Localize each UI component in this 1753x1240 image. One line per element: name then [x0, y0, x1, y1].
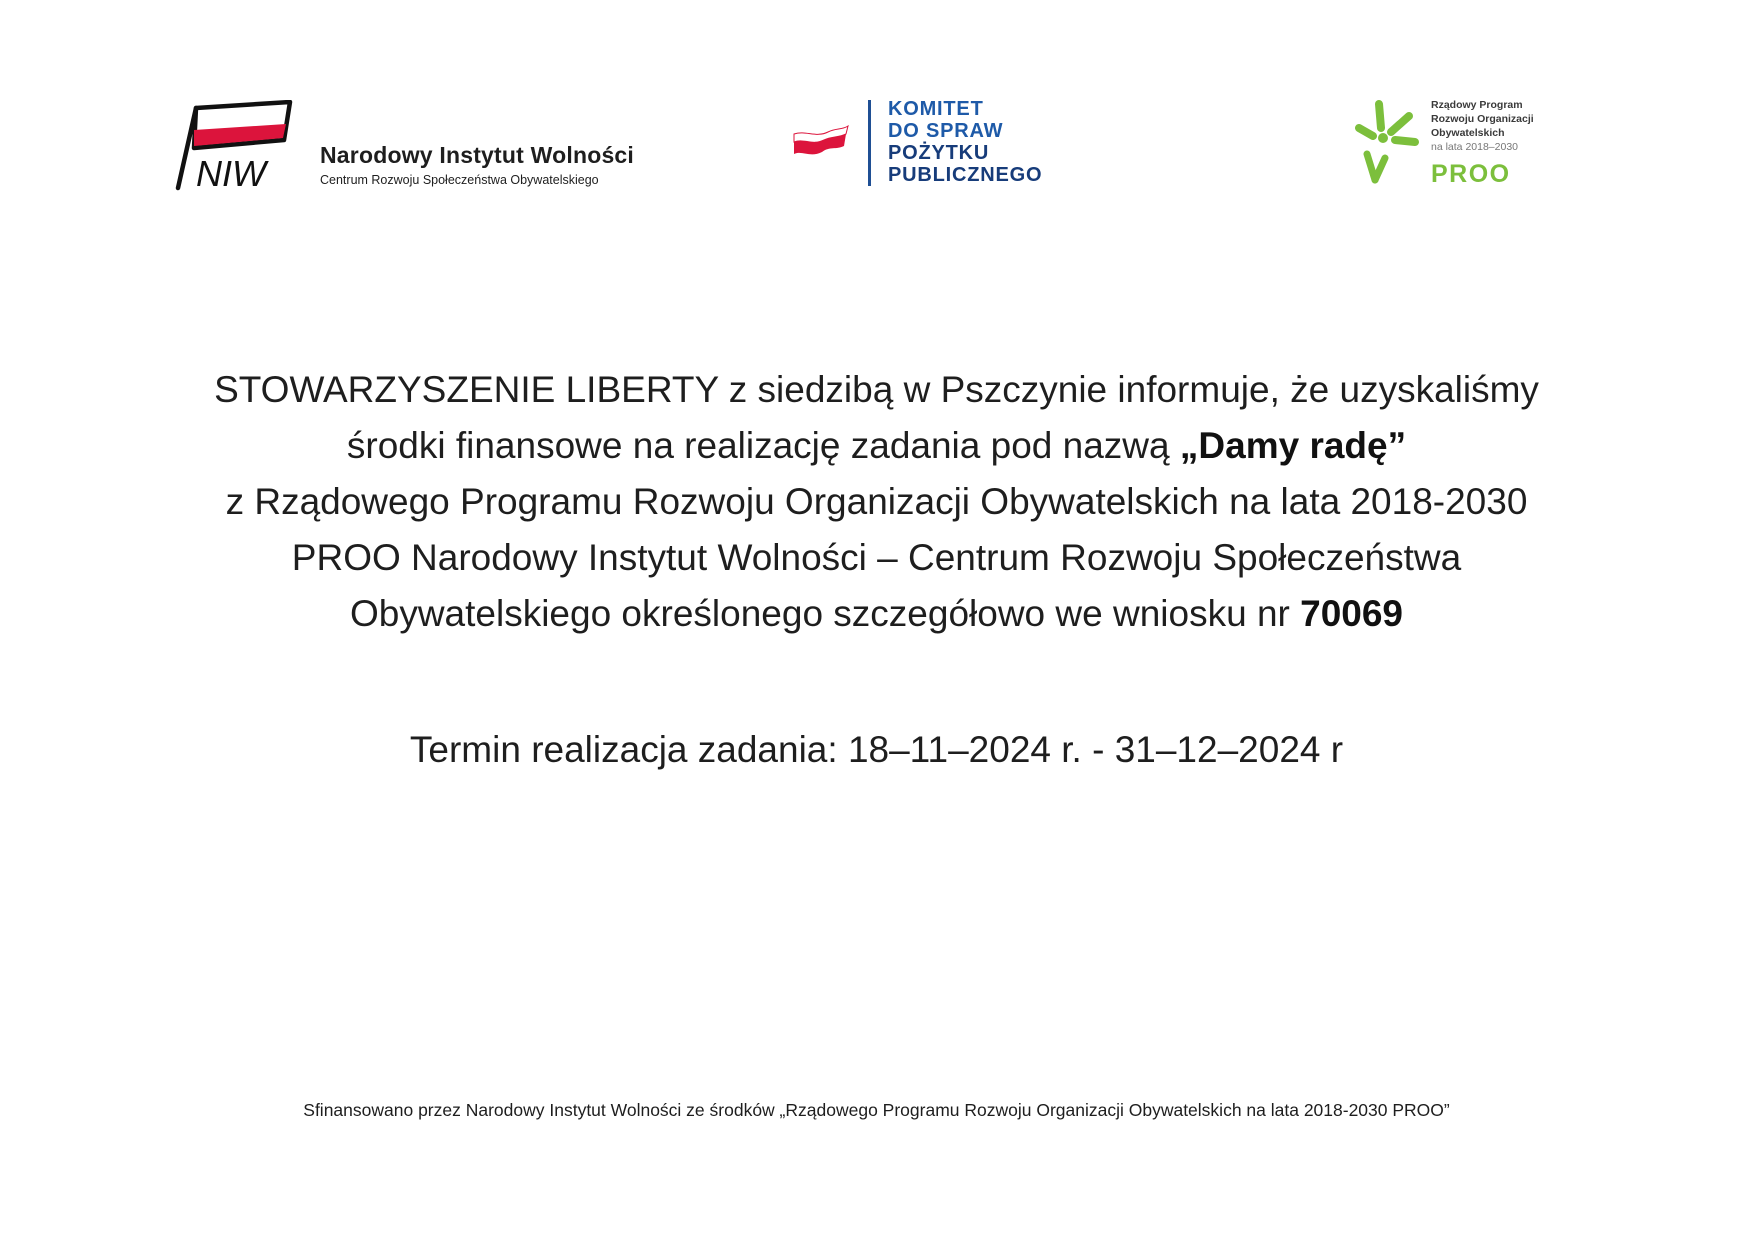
kpp-flag-icon — [792, 124, 850, 158]
proo-line-1: Rządowy Program — [1431, 99, 1523, 111]
proo-logo — [1355, 98, 1555, 190]
kpp-line-1: KOMITET — [888, 98, 984, 120]
niw-logo — [172, 100, 642, 200]
proo-name: PROO — [1431, 160, 1511, 188]
proo-line-2: Rozwoju Organizacji — [1431, 113, 1534, 125]
niw-mark-text: NIW — [196, 153, 266, 194]
announcement-line-4: PROO Narodowy Instytut Wolności – Centrum Rozwoju Społeczeństwa — [291, 537, 1462, 578]
kpp-logo — [792, 98, 1062, 190]
announcement-line-3: z Rządowego Programu Rozwoju Organizacji Obywatelskich na lata 2018-2030 — [225, 481, 1528, 522]
funding-footer: Sfinansowano przez Narodowy Instytut Wolności ze środków „Rządowego Programu Rozwoju Organizacji Obywatelskich na lata 2018-2030 PROO” — [303, 1100, 1450, 1120]
announcement-line-5 — [0, 586, 1753, 642]
kpp-divider — [868, 100, 871, 186]
announcement — [0, 362, 1753, 642]
task-name: „Damy radę” — [1179, 425, 1407, 466]
niw-subtitle: Centrum Rozwoju Społeczeństwa Obywatelskiego — [320, 173, 599, 187]
proo-line-3: Obywatelskich — [1431, 127, 1505, 139]
kpp-line-4: PUBLICZNEGO — [888, 164, 1043, 186]
proo-line-4: na lata 2018–2030 — [1431, 141, 1518, 153]
kpp-line-3: POŻYTKU — [888, 142, 990, 164]
proo-flower-icon — [1355, 98, 1425, 184]
announcement-line-2 — [0, 418, 1753, 474]
application-number: 70069 — [1300, 593, 1404, 634]
niw-flag-icon — [172, 100, 297, 195]
announcement-line-1: STOWARZYSZENIE LIBERTY z siedzibą w Pszczynie informuje, że uzyskaliśmy — [214, 369, 1539, 410]
announcement-line-2-text: środki finansowe na realizację zadania pod nazwą — [346, 425, 1180, 466]
task-term: Termin realizacja zadania: 18–11–2024 r. - 31–12–2024 r — [409, 729, 1344, 770]
announcement-line-5-text: Obywatelskiego określonego szczegółowo we wniosku nr — [349, 593, 1301, 634]
niw-title: Narodowy Instytut Wolności — [320, 142, 635, 168]
kpp-line-2: DO SPRAW — [888, 120, 1004, 142]
